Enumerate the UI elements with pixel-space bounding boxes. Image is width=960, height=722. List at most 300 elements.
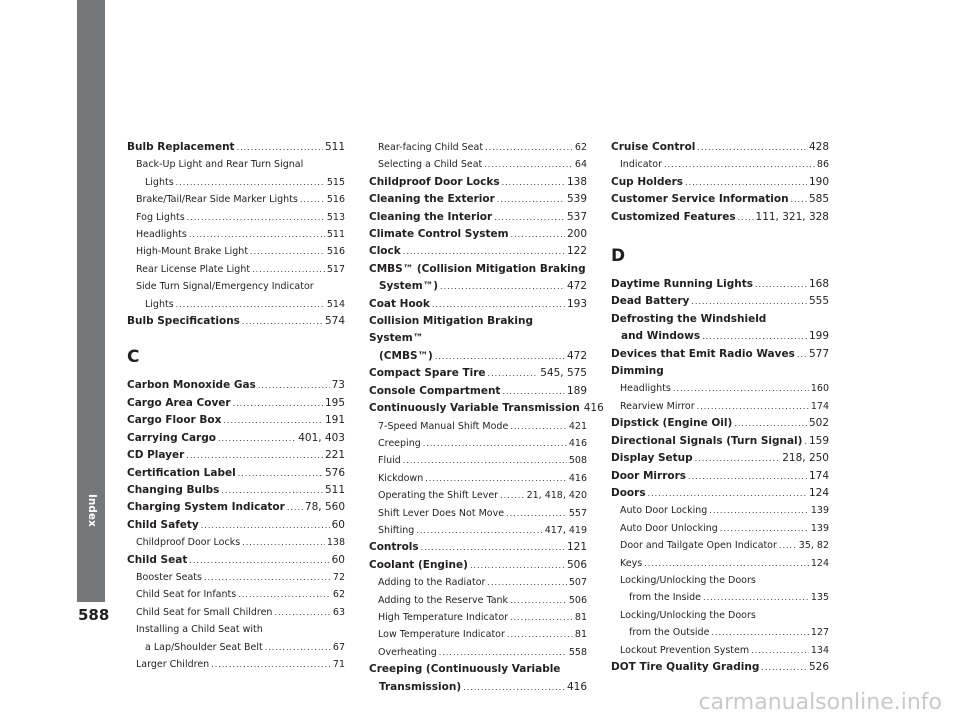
index-entry[interactable] [611, 485, 829, 502]
entry-label: Keys [620, 557, 643, 569]
leader-dots [664, 156, 815, 173]
index-entry[interactable] [369, 505, 587, 522]
entry-label: Larger Children [136, 658, 210, 670]
entry-label: Coolant (Engine) [369, 558, 468, 571]
index-entry[interactable] [127, 534, 345, 551]
index-entry[interactable] [127, 209, 345, 226]
index-entry[interactable] [369, 470, 587, 487]
entry-label: Auto Door Unlocking [620, 522, 718, 534]
entry-label: Daytime Running Lights [611, 278, 753, 291]
leader-dots [711, 624, 808, 641]
entry-label: Child Safety [127, 518, 199, 531]
index-entry[interactable] [611, 415, 829, 432]
entry-pages[interactable]: 555 [808, 295, 829, 308]
index-entry[interactable] [369, 243, 587, 260]
entry-pages[interactable]: 574 [324, 315, 345, 328]
entry-pages[interactable]: 511 [324, 141, 345, 153]
entry-label: Fluid [378, 455, 401, 467]
entry-label: System™) [379, 280, 439, 293]
leader-dots [484, 156, 573, 173]
entry-label: Installing a Child Seat with [136, 624, 263, 636]
entry-label: Controls [369, 541, 419, 554]
entry-label: Cup Holders [611, 175, 684, 188]
entry-label: Child Seat for Small Children [136, 606, 273, 618]
entry-pages[interactable]: 416 [568, 472, 587, 484]
index-entry[interactable] [369, 156, 587, 173]
index-entry[interactable] [611, 363, 829, 380]
entry-pages[interactable]: 135 [810, 592, 829, 604]
leader-dots [644, 555, 809, 572]
index-entry[interactable] [127, 174, 345, 191]
leader-dots [176, 296, 325, 313]
entry-pages[interactable]: 191 [324, 414, 345, 427]
index-entry[interactable] [127, 139, 345, 156]
leader-dots [506, 505, 567, 522]
entry-label: Door and Tailgate Open Indicator [620, 540, 777, 552]
entry-label: Customer Service Information [611, 193, 789, 206]
index-entry[interactable] [369, 348, 587, 365]
leader-dots [440, 278, 565, 295]
index-entry[interactable] [369, 452, 587, 469]
index-entry[interactable] [611, 398, 829, 415]
footer-watermark: carmanualsonline.info [698, 690, 942, 715]
index-entry[interactable] [127, 243, 345, 260]
leader-dots [189, 226, 325, 243]
entry-label: Shifting [378, 524, 415, 536]
index-entry[interactable] [369, 626, 587, 643]
entry-label: Dead Battery [611, 295, 690, 308]
entry-pages[interactable]: 124 [810, 557, 829, 569]
leader-dots [755, 276, 807, 293]
index-entry[interactable] [127, 226, 345, 243]
entry-pages[interactable]: 63 [332, 606, 345, 618]
entry-pages[interactable]: 127 [810, 627, 829, 639]
entry-pages[interactable]: 576 [324, 466, 345, 479]
entry-pages[interactable]: 81 [574, 611, 587, 623]
leader-dots [511, 226, 565, 243]
entry-pages[interactable]: 190 [808, 175, 829, 188]
entry-pages[interactable]: 21, 418, 420 [526, 490, 587, 502]
entry-label: Bulb Specifications [127, 315, 240, 328]
entry-label: Side Turn Signal/Emergency Indicator [136, 281, 314, 293]
leader-dots [761, 659, 807, 676]
leader-dots [510, 418, 567, 435]
entry-label: from the Inside [629, 592, 702, 604]
leader-dots [797, 346, 807, 363]
entry-pages[interactable]: 174 [808, 469, 829, 482]
entry-pages[interactable]: 60 [331, 518, 345, 531]
index-entry[interactable] [611, 276, 829, 293]
entry-label: CD Player [127, 449, 185, 462]
entry-label: and Windows [621, 330, 701, 343]
entry-label: Locking/Unlocking the Doors [620, 574, 756, 586]
entry-label: Headlights [136, 229, 187, 241]
index-entry[interactable] [127, 156, 345, 173]
leader-dots [697, 398, 809, 415]
leader-dots [487, 574, 566, 591]
entry-label: Childproof Door Locks [136, 537, 241, 549]
entry-pages[interactable]: 64 [574, 159, 587, 171]
entry-pages[interactable]: 174 [810, 400, 829, 412]
entry-pages[interactable]: 138 [566, 175, 587, 188]
leader-dots [720, 520, 809, 537]
leader-dots [265, 639, 331, 656]
entry-pages[interactable]: 517 [326, 263, 345, 275]
entry-pages[interactable]: 111, 321, 328 [755, 210, 829, 223]
entry-label: Indicator [620, 159, 662, 171]
entry-pages[interactable]: 416 [583, 402, 604, 415]
entry-pages[interactable]: 193 [566, 297, 587, 310]
entry-pages[interactable]: 86 [816, 159, 829, 171]
index-entry[interactable] [127, 313, 345, 330]
index-entry[interactable] [369, 313, 587, 348]
entry-pages[interactable]: 537 [566, 210, 587, 223]
entry-label: Cargo Floor Box [127, 414, 222, 427]
entry-pages[interactable]: 71 [332, 658, 345, 670]
entry-pages[interactable]: 81 [574, 629, 587, 641]
entry-pages[interactable]: 139 [810, 522, 829, 534]
index-entry[interactable] [369, 487, 587, 504]
entry-label: Back-Up Light and Rear Turn Signal [136, 159, 304, 171]
index-entry[interactable] [369, 522, 587, 539]
entry-label: Lockout Prevention System [620, 644, 750, 656]
entry-pages[interactable]: 139 [810, 505, 829, 517]
leader-dots [691, 293, 807, 310]
leader-dots [201, 517, 330, 534]
index-entry[interactable] [369, 261, 587, 278]
leader-dots [685, 174, 807, 191]
entry-pages[interactable]: 507 [568, 577, 587, 589]
entry-label: Locking/Unlocking the Doors [620, 609, 756, 621]
entry-label: Cargo Area Cover [127, 396, 231, 409]
index-entry[interactable] [369, 365, 587, 382]
index-entry[interactable] [127, 604, 345, 621]
index-entry[interactable] [127, 412, 345, 429]
index-entry[interactable] [369, 400, 604, 417]
index-entry[interactable] [127, 377, 345, 394]
leader-dots [218, 430, 296, 447]
entry-pages[interactable]: 508 [568, 455, 587, 467]
leader-dots [507, 626, 573, 643]
entry-pages[interactable]: 134 [810, 644, 829, 656]
entry-label: Coat Hook [369, 297, 430, 310]
entry-label: Door Mirrors [611, 469, 687, 482]
leader-dots [250, 243, 325, 260]
index-entry[interactable] [369, 609, 587, 626]
leader-dots [485, 139, 573, 156]
index-entry[interactable] [611, 520, 829, 537]
index-entry[interactable] [611, 555, 829, 572]
entry-label: DOT Tire Quality Grading [611, 660, 760, 673]
leader-dots [502, 383, 565, 400]
entry-label: Auto Door Locking [620, 505, 708, 517]
entry-pages[interactable]: 526 [808, 660, 829, 673]
index-entry[interactable] [127, 191, 345, 208]
entry-label: a Lap/Shoulder Seat Belt [145, 641, 263, 653]
leader-dots [648, 485, 807, 502]
entry-pages[interactable]: 200 [566, 228, 587, 241]
entry-pages[interactable]: 585 [808, 193, 829, 206]
entry-pages[interactable]: 60 [331, 553, 345, 566]
index-entry[interactable] [127, 447, 345, 464]
index-entry[interactable] [127, 639, 345, 656]
entry-pages[interactable]: 417, 419 [544, 524, 587, 536]
index-entry[interactable] [127, 465, 345, 482]
index-entry[interactable] [611, 607, 829, 624]
leader-dots [186, 447, 323, 464]
index-entry[interactable] [611, 380, 829, 397]
leader-dots [709, 502, 809, 519]
entry-pages[interactable]: 168 [808, 278, 829, 291]
leader-dots [500, 487, 524, 504]
index-entry[interactable] [369, 661, 587, 678]
entry-pages[interactable]: 138 [326, 537, 345, 549]
index-entry[interactable] [369, 644, 587, 661]
entry-label: Customized Features [611, 210, 736, 223]
entry-pages[interactable]: 516 [326, 194, 345, 206]
leader-dots [252, 261, 325, 278]
entry-label: Carbon Monoxide Gas [127, 379, 256, 392]
leader-dots [189, 552, 329, 569]
index-entry[interactable] [369, 557, 587, 574]
index-entry[interactable] [611, 139, 829, 156]
entry-label: (CMBS™) [379, 349, 433, 362]
index-entry[interactable] [369, 191, 587, 208]
index-entry[interactable] [127, 278, 345, 295]
index-entry[interactable] [369, 418, 587, 435]
index-entry[interactable] [611, 589, 829, 606]
entry-pages[interactable]: 160 [810, 383, 829, 395]
index-entry[interactable] [611, 642, 829, 659]
index-entry[interactable] [611, 433, 829, 450]
index-entry[interactable] [127, 517, 345, 534]
leader-dots [688, 468, 807, 485]
index-entry[interactable] [127, 296, 345, 313]
entry-pages[interactable]: 416 [566, 680, 587, 693]
page-number: 588 [78, 606, 110, 624]
leader-dots [435, 348, 565, 365]
entry-pages[interactable]: 62 [332, 589, 345, 601]
index-entry[interactable] [369, 139, 587, 156]
entry-pages[interactable]: 558 [568, 646, 587, 658]
leader-dots [734, 415, 807, 432]
entry-pages[interactable]: 189 [566, 384, 587, 397]
entry-label: Certification Label [127, 466, 236, 479]
index-entry[interactable] [611, 346, 829, 363]
leader-dots [242, 313, 323, 330]
leader-dots [223, 412, 323, 429]
entry-pages[interactable]: 515 [326, 176, 345, 188]
index-entry[interactable] [369, 226, 587, 243]
index-entry[interactable] [369, 174, 587, 191]
leader-dots [403, 243, 565, 260]
entry-label: Carrying Cargo [127, 431, 216, 444]
entry-pages[interactable]: 577 [808, 347, 829, 360]
leader-dots [274, 604, 330, 621]
index-entry[interactable] [127, 430, 345, 447]
entry-pages[interactable]: 506 [566, 558, 587, 571]
index-entry[interactable] [369, 435, 587, 452]
index-entry[interactable] [127, 395, 345, 412]
index-entry[interactable] [611, 468, 829, 485]
entry-list [611, 276, 829, 676]
index-entry[interactable] [127, 621, 345, 638]
entry-pages[interactable]: 62 [574, 142, 587, 153]
index-entry[interactable] [611, 572, 829, 589]
index-entry[interactable] [369, 679, 587, 696]
index-entry[interactable] [611, 450, 829, 467]
index-entry[interactable] [611, 311, 829, 328]
index-entry[interactable] [611, 293, 829, 310]
entry-label: High Temperature Indicator [378, 611, 509, 623]
entry-pages[interactable]: 195 [324, 396, 345, 409]
index-entry[interactable] [127, 482, 345, 499]
entry-label: Transmission) [379, 680, 462, 693]
entry-label: Creeping (Continuously Variable [369, 663, 561, 676]
entry-pages[interactable]: 472 [566, 349, 587, 362]
index-entry[interactable] [611, 502, 829, 519]
leader-dots [432, 296, 565, 313]
leader-dots [176, 174, 325, 191]
entry-pages[interactable]: 73 [331, 379, 345, 392]
entry-pages[interactable]: 514 [326, 298, 345, 310]
entry-pages[interactable]: 199 [808, 330, 829, 343]
leader-dots [423, 435, 567, 452]
index-entry[interactable] [369, 209, 587, 226]
index-entry[interactable] [369, 383, 587, 400]
entry-label: Low Temperature Indicator [378, 629, 505, 641]
entry-label: Cleaning the Interior [369, 210, 493, 223]
entry-pages[interactable]: 472 [566, 280, 587, 293]
leader-dots [204, 569, 331, 586]
section-letter-c: C [127, 347, 140, 368]
index-entry[interactable] [127, 552, 345, 569]
entry-label: High-Mount Brake Light [136, 246, 249, 258]
entry-label: Charging System Indicator [127, 501, 285, 514]
entry-label: Child Seat [127, 553, 188, 566]
index-entry[interactable] [611, 624, 829, 641]
index-entry[interactable] [611, 156, 829, 173]
entry-label: CMBS™ (Collision Mitigation Braking [369, 262, 586, 275]
entry-label: Compact Spare Tire [369, 367, 486, 380]
entry-pages[interactable]: 506 [568, 594, 587, 606]
index-entry[interactable] [611, 659, 829, 676]
entry-list [611, 139, 829, 226]
entry-pages[interactable]: 513 [326, 211, 345, 223]
index-column-2 [369, 139, 604, 696]
entry-pages[interactable]: 221 [324, 449, 345, 462]
entry-pages[interactable]: 428 [808, 141, 829, 153]
entry-pages[interactable]: 502 [808, 417, 829, 430]
entry-label: Dipstick (Engine Oil) [611, 417, 733, 430]
leader-dots [242, 534, 325, 551]
entry-label: Directional Signals (Turn Signal) [611, 434, 803, 447]
entry-pages[interactable]: 416 [568, 437, 587, 449]
entry-pages[interactable]: 539 [566, 193, 587, 206]
index-entry[interactable] [127, 499, 345, 516]
entry-list [369, 139, 604, 696]
index-entry[interactable] [127, 586, 345, 603]
entry-pages[interactable]: 159 [808, 434, 829, 447]
leader-dots [187, 209, 325, 226]
leader-dots [751, 642, 809, 659]
entry-pages[interactable]: 545, 575 [540, 367, 587, 380]
leader-dots [488, 365, 539, 382]
leader-dots [403, 452, 567, 469]
index-entry[interactable] [611, 191, 829, 208]
leader-dots [463, 679, 565, 696]
entry-label: Dimming [611, 365, 664, 378]
index-entry[interactable] [611, 174, 829, 191]
index-entry[interactable] [369, 592, 587, 609]
entry-pages[interactable]: 218, 250 [782, 452, 829, 465]
entry-pages[interactable]: 121 [566, 541, 587, 554]
entry-label: Climate Control System [369, 228, 509, 241]
entry-label: Rear-facing Child Seat [378, 142, 484, 153]
leader-dots [502, 174, 565, 191]
index-column-3 [611, 139, 829, 676]
entry-pages[interactable]: 421 [568, 420, 587, 432]
entry-pages[interactable]: 35, 82 [798, 540, 829, 552]
index-entry[interactable] [369, 278, 587, 295]
leader-dots [238, 586, 331, 603]
entry-label: Creeping [378, 437, 421, 449]
entry-label: Devices that Emit Radio Waves [611, 347, 795, 360]
index-entry[interactable] [127, 656, 345, 673]
index-entry[interactable] [369, 574, 587, 591]
index-entry[interactable] [611, 328, 829, 345]
index-entry[interactable] [369, 296, 587, 313]
entry-pages[interactable]: 511 [326, 229, 345, 241]
leader-dots [497, 191, 565, 208]
section-letter-d: D [611, 246, 626, 267]
entry-label: Cruise Control [611, 141, 696, 153]
entry-label: Fog Lights [136, 211, 185, 223]
index-entry[interactable] [611, 209, 829, 226]
index-entry[interactable] [127, 261, 345, 278]
entry-pages[interactable]: 401, 403 [298, 431, 345, 444]
index-entry[interactable] [611, 537, 829, 554]
entry-list [127, 139, 345, 330]
leader-dots [695, 450, 781, 467]
leader-dots [237, 139, 323, 156]
index-entry[interactable] [369, 539, 587, 556]
entry-label: Selecting a Child Seat [378, 159, 483, 171]
entry-label: Adding to the Reserve Tank [378, 594, 509, 606]
entry-pages[interactable]: 557 [568, 507, 587, 519]
index-tab-label: Index [86, 494, 98, 527]
entry-pages[interactable]: 122 [566, 245, 587, 258]
leader-dots [439, 644, 567, 661]
entry-pages[interactable]: 124 [808, 486, 829, 499]
leader-dots [697, 139, 807, 156]
index-entry[interactable] [127, 569, 345, 586]
entry-pages[interactable]: 516 [326, 246, 345, 258]
entry-label: 7-Speed Manual Shift Mode [378, 420, 509, 432]
entry-label: Display Setup [611, 452, 693, 465]
leader-dots [510, 592, 567, 609]
leader-dots [673, 380, 809, 397]
entry-pages[interactable]: 67 [332, 641, 345, 653]
leader-dots [258, 377, 330, 394]
entry-label: Brake/Tail/Rear Side Marker Lights [136, 194, 298, 206]
entry-pages[interactable]: 78, 560 [304, 501, 345, 514]
entry-label: Continuously Variable Transmission [369, 402, 580, 415]
entry-label: Rear License Plate Light [136, 263, 251, 275]
index-column-1 [127, 139, 345, 673]
entry-pages[interactable]: 72 [332, 571, 345, 583]
entry-pages[interactable]: 511 [324, 483, 345, 496]
